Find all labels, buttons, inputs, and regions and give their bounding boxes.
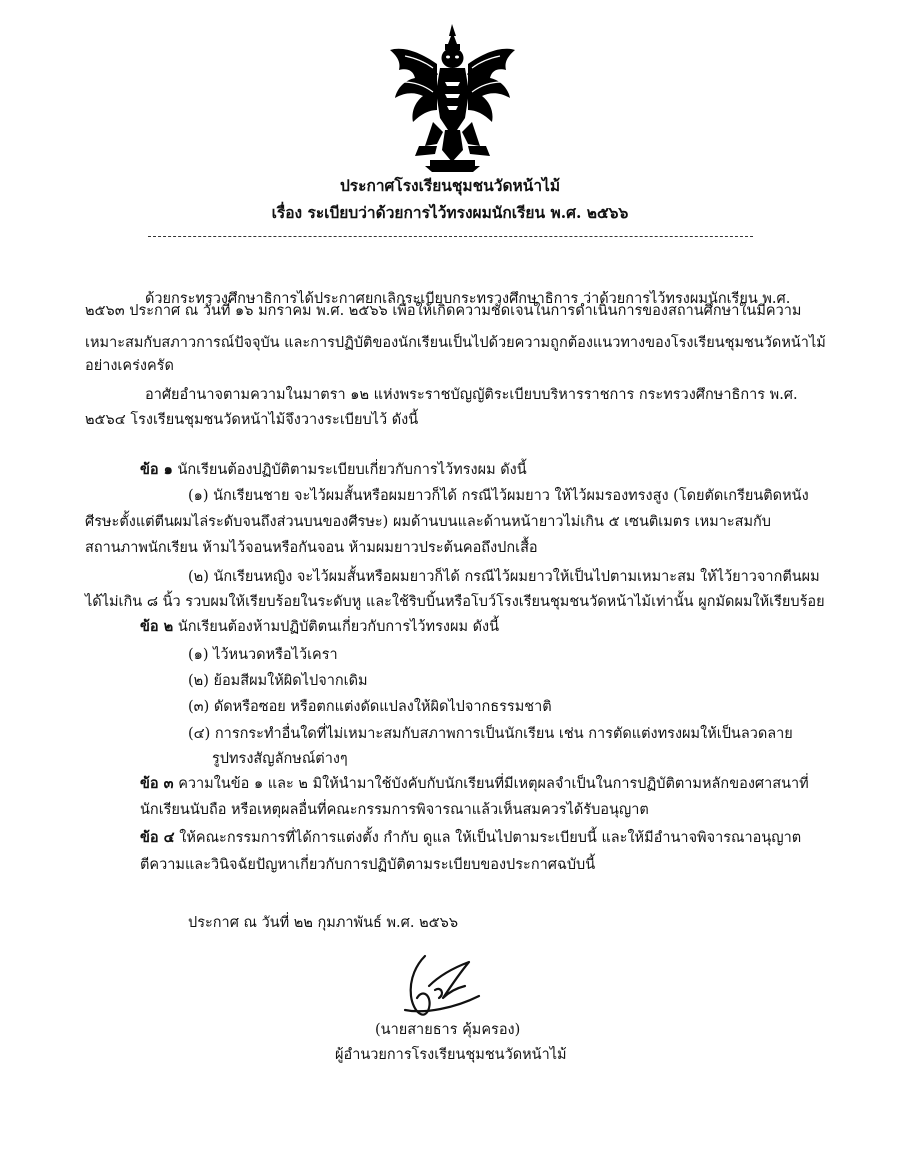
clause-1-text: นักเรียนต้องปฏิบัติตามระเบียบเกี่ยวกับการไว้ทรงผม ดังนี้ bbox=[172, 462, 527, 478]
announcement-heading: ประกาศโรงเรียนชุมชนวัดหน้าไม้ bbox=[339, 176, 561, 195]
signer-title: ผู้อำนวยการโรงเรียนชุมชนวัดหน้าไม้ bbox=[335, 1047, 567, 1063]
clause-2-item-3: (๓) ดัดหรือซอย หรือตกแต่งดัดแปลงให้ผิดไปจากธรรมชาติ bbox=[188, 699, 552, 715]
clause-1-item-1-line-3: สถานภาพนักเรียน ห้ามไว้จอนหรือกันจอน ห้ามผมยาวประต้นคอถึงปกเสื้อ bbox=[85, 540, 538, 556]
clause-3-cont: นักเรียนนับถือ หรือเหตุผลอื่นที่คณะกรรมการพิจารณาแล้วเห็นสมควรได้รับอนุญาต bbox=[140, 802, 649, 818]
intro-line-2: ๒๕๖๓ ประกาศ ณ วันที่ ๑๖ มกราคม พ.ศ. ๒๕๖๖ เพื่อให้เกิดความชัดเจนในการดำเนินการของสถานศึกษาในมีความ bbox=[85, 303, 802, 319]
clause-1-line bbox=[140, 460, 527, 480]
clause-1-item-2-line-2: ได้ไม่เกิน ๘ นิ้ว รวบผมให้เรียบร้อยในระดับหู และใช้ริบบิ้นหรือโบว์โรงเรียนชุมชนวัดหน้าไม้เท่านั้น ผูกมัดผมให้เรียบร้อย bbox=[85, 594, 825, 610]
intro-line-4: อย่างเคร่งครัด bbox=[85, 358, 174, 374]
announcement-subject: เรื่อง ระเบียบว่าด้วยการไว้ทรงผมนักเรียน พ.ศ. ๒๕๖๖ bbox=[271, 203, 629, 222]
clause-4-label: ข้อ ๔ bbox=[140, 829, 175, 846]
authority-line-1: อาศัยอำนาจตามความในมาตรา ๑๒ แห่งพระราชบัญญัติระเบียบบริหารราชการ กระทรวงศึกษาธิการ พ.ศ. bbox=[145, 387, 798, 403]
clause-4-cont: ตีความและวินิจฉัยปัญหาเกี่ยวกับการปฏิบัติตามระเบียบของประกาศฉบับนี้ bbox=[140, 857, 596, 873]
clause-4-text: ให้คณะกรรมการที่ได้การแต่งตั้ง กำกับ ดูแล ให้เป็นไปตามระเบียบนี้ และให้มีอำนาจพิจารณาอนุญาต bbox=[174, 830, 802, 846]
announce-date: ประกาศ ณ วันที่ ๒๒ กุมภาพันธ์ พ.ศ. ๒๕๖๖ bbox=[188, 915, 459, 931]
handwritten-signature bbox=[395, 950, 485, 1028]
clause-2-label: ข้อ ๒ bbox=[140, 618, 174, 635]
clause-1-item-1-line-2: ศีรษะตั้งแต่ตีนผมไล่ระดับจนถึงส่วนบนของศีรษะ) ผมด้านบนและด้านหน้ายาวไม่เกิน ๕ เซนติเมตร เหมาะสมกับ bbox=[85, 514, 772, 530]
clause-3-label: ข้อ ๓ bbox=[140, 775, 174, 792]
garuda-emblem-icon bbox=[385, 22, 520, 174]
clause-3-line bbox=[140, 774, 809, 794]
clause-1-item-2-line-1: (๒) นักเรียนหญิง จะไว้ผมสั้นหรือผมยาวก็ได้ กรณีไว้ผมยาวให้เป็นไปตามเหมาะสม ให้ไว้ยาวจากตีนผม bbox=[188, 569, 820, 585]
clause-4-line bbox=[140, 828, 801, 848]
dashed-divider bbox=[148, 236, 753, 237]
signer-name: (นายสายธาร คุ้มครอง) bbox=[375, 1022, 521, 1038]
authority-line-2: ๒๕๖๔ โรงเรียนชุมชนวัดหน้าไม้จึงวางระเบียบไว้ ดังนี้ bbox=[85, 412, 419, 428]
clause-2-item-4: (๔) การกระทำอื่นใดที่ไม่เหมาะสมกับสภาพการเป็นนักเรียน เช่น การตัดแต่งทรงผมให้เป็นลวดลาย bbox=[188, 726, 793, 742]
intro-line-1: ด้วยกระทรวงศึกษาธิการได้ประกาศยกเลิกระเบียบกระทรวงศึกษาธิการ ว่าด้วยการไว้ทรงผมนักเรียน พ.ศ. bbox=[145, 291, 791, 307]
clause-3-text: ความในข้อ ๑ และ ๒ มิให้นำมาใช้บังคับกับนักเรียนที่มีเหตุผลจำเป็นในการปฏิบัติตามหลักของศาสนาที่ bbox=[173, 776, 809, 792]
clause-2-item-1: (๑) ไว้หนวดหรือไว้เครา bbox=[188, 647, 338, 663]
intro-line-3: เหมาะสมกับสภาวการณ์ปัจจุบัน และการปฏิบัติของนักเรียนเป็นไปด้วยความถูกต้องแนวทางของโรงเรียนชุมชนวัดหน้าไม้ bbox=[85, 335, 826, 351]
clause-2-line bbox=[140, 617, 499, 637]
clause-2-item-2: (๒) ย้อมสีผมให้ผิดไปจากเดิม bbox=[188, 673, 368, 689]
clause-2-item-4-cont: รูปทรงสัญลักษณ์ต่างๆ bbox=[212, 751, 348, 767]
clause-2-text: นักเรียนต้องห้ามปฏิบัติตนเกี่ยวกับการไว้ทรงผม ดังนี้ bbox=[173, 619, 500, 635]
clause-1-item-1-line-1: (๑) นักเรียนชาย จะไว้ผมสั้นหรือผมยาวก็ได้ กรณีไว้ผมยาว ให้ไว้ผมรองทรงสูง (โดยตัดเกรียนติดหนัง bbox=[188, 488, 809, 504]
clause-1-label: ข้อ ๑ bbox=[140, 461, 173, 478]
